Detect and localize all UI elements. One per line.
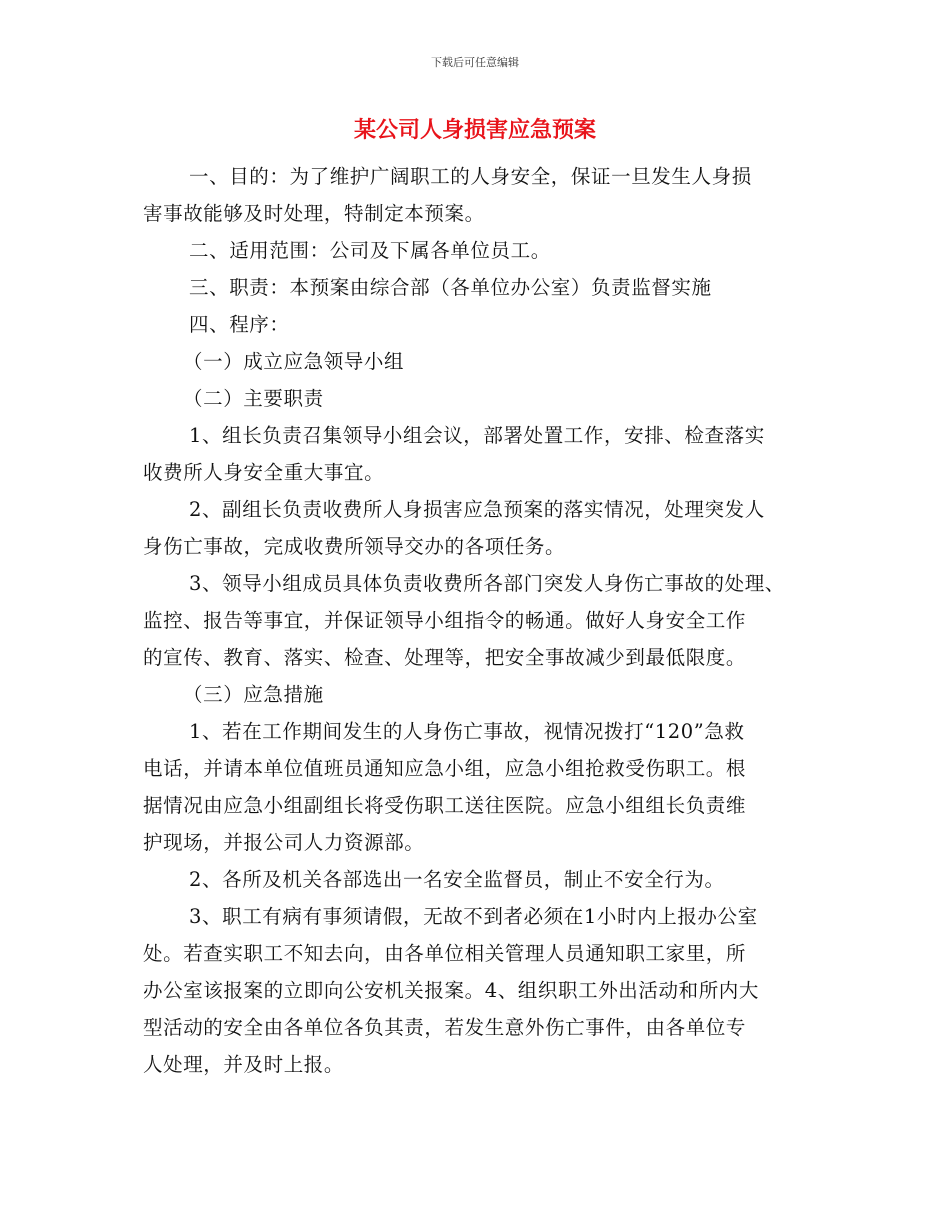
paragraph-line: 3、职工有病有事须请假，无故不到者必须在1小时内上报办公室 — [189, 905, 758, 928]
paragraph-line: 害事故能够及时处理，特制定本预案。 — [143, 202, 485, 225]
paragraph-line: 2、各所及机关各部选出一名安全监督员，制止不安全行为。 — [189, 868, 725, 891]
paragraph-line: 监控、报告等事宜，并保证领导小组指令的畅通。做好人身安全工作 — [143, 609, 747, 632]
paragraph-line: 3、领导小组成员具体负责收费所各部门突发人身伤亡事故的处理、 — [189, 572, 785, 595]
paragraph-line: 1、组长负责召集领导小组会议，部署处置工作，安排、检查落实 — [189, 424, 765, 447]
section-heading: （一）成立应急领导小组 — [183, 350, 405, 373]
section-heading: （二）主要职责 — [183, 387, 324, 410]
paragraph-line: 处。若查实职工不知去向，由各单位相关管理人员通知职工家里，所 — [143, 942, 747, 965]
document-title: 某公司人身损害应急预案 — [353, 118, 596, 143]
paragraph-line: 办公室该报案的立即向公安机关报案。4、组织职工外出活动和所内大 — [143, 979, 760, 1002]
paragraph-line: 四、程序： — [189, 313, 290, 336]
paragraph-line: 收费所人身安全重大事宜。 — [143, 461, 385, 484]
header-note: 下载后可任意编辑 — [431, 56, 519, 69]
paragraph-line: 三、职责：本预案由综合部（各单位办公室）负责监督实施 — [189, 276, 712, 299]
document-body — [143, 158, 823, 1083]
section-heading: （三）应急措施 — [183, 683, 324, 706]
paragraph-line: 的宣传、教育、落实、检查、处理等，把安全事故减少到最低限度。 — [143, 646, 747, 669]
paragraph-line: 型活动的安全由各单位各负其责，若发生意外伤亡事件，由各单位专 — [143, 1016, 747, 1039]
paragraph-line: 据情况由应急小组副组长将受伤职工送往医院。应急小组组长负责维 — [143, 794, 747, 817]
paragraph-line: 一、目的：为了维护广阔职工的人身安全，保证一旦发生人身损 — [189, 165, 752, 188]
paragraph-line: 人处理，并及时上报。 — [143, 1053, 345, 1076]
paragraph-line: 1、若在工作期间发生的人身伤亡事故，视情况拨打“120”急救 — [189, 720, 745, 743]
paragraph-line: 2、副组长负责收费所人身损害应急预案的落实情况，处理突发人 — [189, 498, 765, 521]
paragraph-line: 电话，并请本单位值班员通知应急小组，应急小组抢救受伤职工。根 — [143, 757, 747, 780]
paragraph-line: 身伤亡事故，完成收费所领导交办的各项任务。 — [143, 535, 566, 558]
paragraph-line: 二、适用范围：公司及下属各单位员工。 — [189, 239, 551, 262]
paragraph-line: 护现场，并报公司人力资源部。 — [143, 831, 425, 854]
